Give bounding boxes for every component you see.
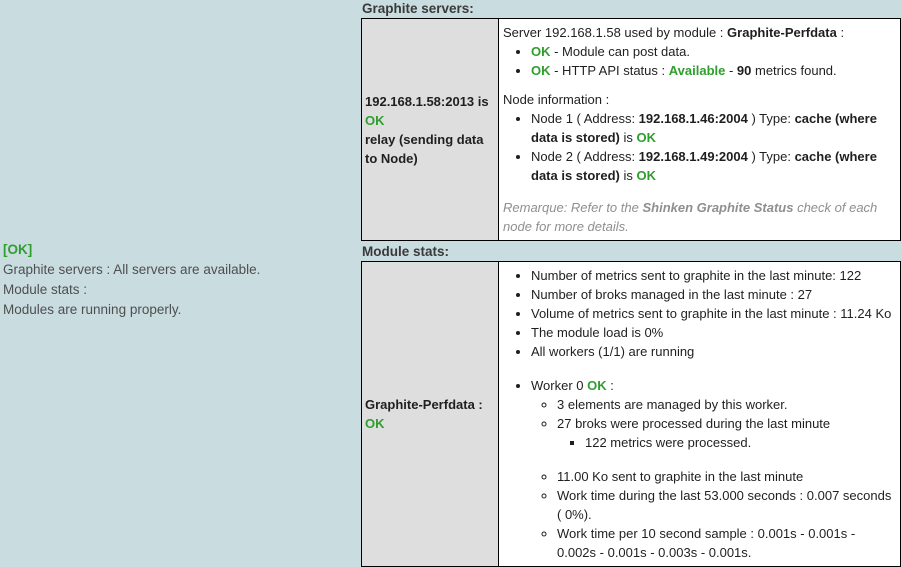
text-segment: Work time during the last 53.000 seconds : 0.007 seconds ( 0%). xyxy=(557,488,892,522)
list-item xyxy=(557,395,897,414)
list-item xyxy=(531,147,897,185)
remark-text xyxy=(503,198,897,236)
bullet-list xyxy=(557,433,897,452)
text-segment: 3 elements are managed by this worker. xyxy=(557,397,788,412)
details-panel xyxy=(360,0,902,567)
text-segment: Number of broks managed in the last minute : 27 xyxy=(531,287,813,302)
section-graphite-servers xyxy=(360,0,902,241)
text-segment: Shinken Graphite Status xyxy=(642,200,794,215)
text-segment: Module stats : xyxy=(3,282,88,297)
text-segment: OK xyxy=(636,168,656,183)
text-segment: ) Type: xyxy=(747,149,795,164)
bullet-list xyxy=(503,42,897,80)
text-segment: - Module can post data. xyxy=(550,44,690,59)
text-segment: Remarque: Refer to the xyxy=(503,200,643,215)
server-status-label-cell xyxy=(362,19,499,241)
text-segment: - xyxy=(725,63,737,78)
text-segment: 122 metrics were processed. xyxy=(585,435,752,450)
text-segment: Graphite-Perfdata : xyxy=(365,397,483,412)
text-segment: Server 192.168.1.58 used by module : xyxy=(503,25,728,40)
text-segment: All workers (1/1) are running xyxy=(531,344,695,359)
bullet-list xyxy=(503,109,897,185)
text-segment: Modules are running properly. xyxy=(3,302,182,317)
text-segment: cache (where data is stored) xyxy=(531,111,877,145)
list-item xyxy=(531,323,897,342)
text-segment: OK xyxy=(531,63,551,78)
label-line xyxy=(365,395,495,414)
list-item xyxy=(585,433,897,452)
list-item xyxy=(557,524,897,562)
status-line xyxy=(3,300,353,320)
bullet-list xyxy=(531,395,897,562)
status-line xyxy=(3,280,353,300)
text-segment: Node 2 ( Address: xyxy=(531,149,639,164)
text-segment: 90 xyxy=(736,63,752,78)
list-item xyxy=(531,266,897,285)
text-segment: 192.168.1.58:2013 is xyxy=(365,93,489,109)
status-line xyxy=(3,240,353,260)
list-item xyxy=(531,376,897,562)
section-title: Module stats: xyxy=(362,244,450,259)
list-item xyxy=(531,342,897,361)
list-item xyxy=(557,467,897,486)
server-status-details-cell xyxy=(499,19,901,241)
module-stats-table xyxy=(361,261,901,567)
list-item xyxy=(531,61,897,80)
status-line xyxy=(3,260,353,280)
label-line xyxy=(365,414,495,433)
text-segment: is xyxy=(619,168,637,183)
text-segment: Node information : xyxy=(503,92,610,107)
text-segment: - HTTP API status : xyxy=(550,63,669,78)
list-item xyxy=(557,486,897,524)
text-segment: Available xyxy=(668,63,726,78)
list-item xyxy=(557,414,897,452)
text-segment: relay (sending data to Node) xyxy=(365,131,484,166)
text-segment: : xyxy=(606,378,614,393)
text-segment: The module load is 0% xyxy=(531,325,664,340)
paragraph xyxy=(503,90,897,109)
bullet-list xyxy=(503,266,897,562)
text-segment: check of each node for more details. xyxy=(503,200,878,234)
text-segment: OK xyxy=(365,112,385,128)
text-segment: OK xyxy=(636,130,656,145)
list-item xyxy=(531,304,897,323)
text-segment: OK xyxy=(587,378,607,393)
label-line xyxy=(365,130,495,168)
module-status-details-cell xyxy=(499,262,901,567)
table-row xyxy=(362,262,901,567)
table-row xyxy=(362,19,901,241)
list-item xyxy=(531,285,897,304)
section-title: Graphite servers: xyxy=(362,1,474,16)
text-segment: Volume of metrics sent to graphite in the last minute : 11.24 Ko xyxy=(531,306,892,321)
text-segment: Node 1 ( Address: xyxy=(531,111,639,126)
paragraph xyxy=(503,23,897,42)
text-segment: 192.168.1.46:2004 xyxy=(638,111,748,126)
text-segment: cache (where data is stored) xyxy=(531,149,877,183)
text-segment: Number of metrics sent to graphite in the last minute: 122 xyxy=(531,268,862,283)
text-segment: Work time per 10 second sample : 0.001s - 0.001s - 0.002s - 0.001s - 0.003s - 0.001s. xyxy=(557,526,856,560)
list-item xyxy=(531,109,897,147)
text-segment: OK xyxy=(531,44,551,59)
text-segment: ) Type: xyxy=(747,111,795,126)
list-item xyxy=(531,42,897,61)
text-segment: is xyxy=(619,130,637,145)
text-segment: 27 broks were processed during the last minute xyxy=(557,416,831,431)
text-segment: Graphite-Perfdata xyxy=(727,25,837,40)
text-segment: OK xyxy=(365,416,385,431)
text-segment: [OK] xyxy=(3,242,33,257)
text-segment: Graphite servers : All servers are available. xyxy=(3,262,261,277)
text-segment: 192.168.1.49:2004 xyxy=(638,149,748,164)
text-segment: 11.00 Ko sent to graphite in the last minute xyxy=(557,469,804,484)
text-segment: Worker 0 xyxy=(531,378,588,393)
status-summary xyxy=(3,240,353,320)
label-line xyxy=(365,92,495,130)
text-segment: metrics found. xyxy=(751,63,837,78)
graphite-servers-table xyxy=(361,18,901,241)
section-module-stats xyxy=(360,243,902,567)
text-segment: : xyxy=(836,25,845,40)
module-status-label-cell xyxy=(362,262,499,567)
